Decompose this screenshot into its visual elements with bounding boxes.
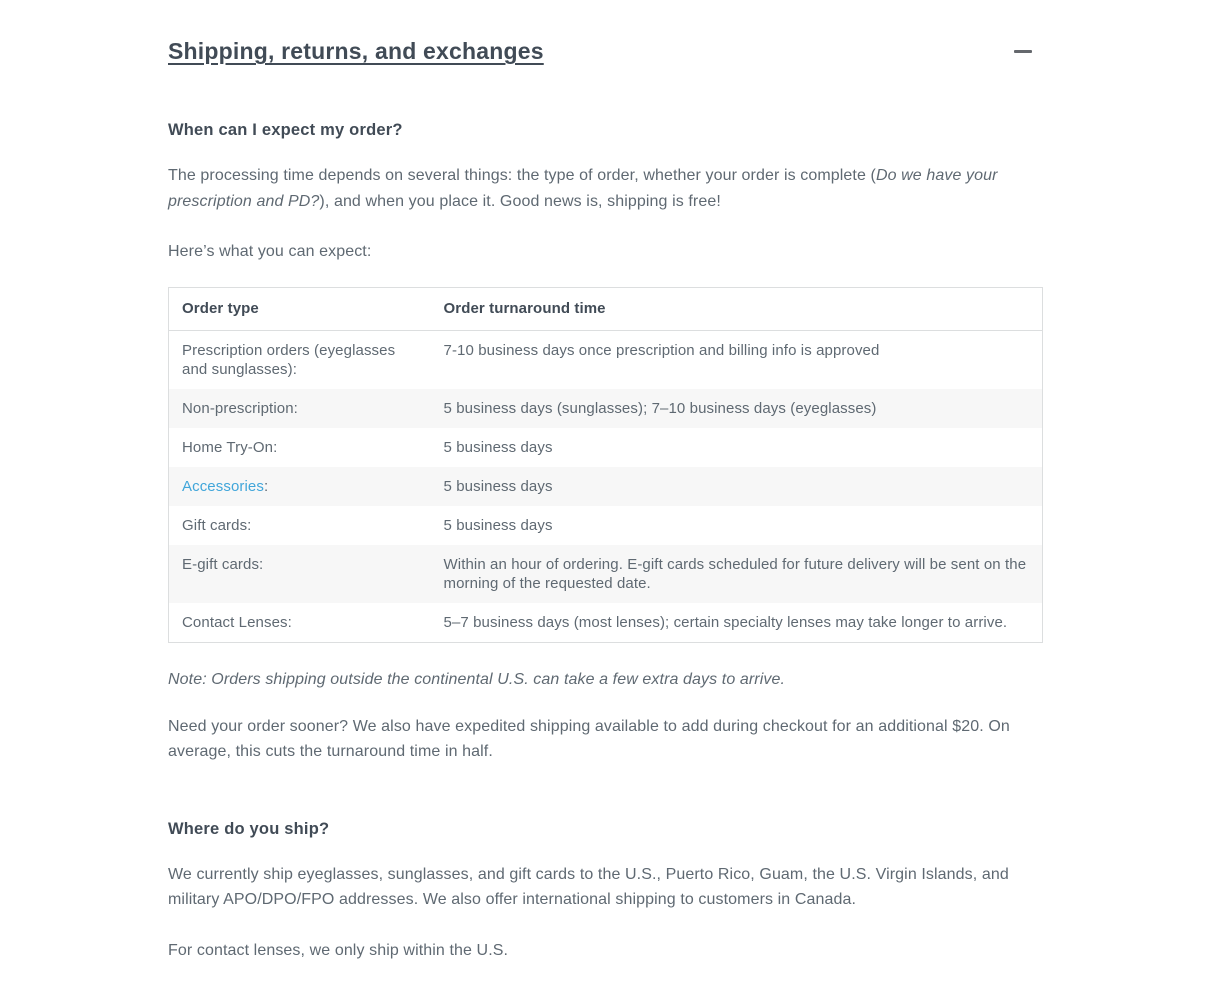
question-where-do-you-ship: Where do you ship?: [168, 819, 330, 838]
turnaround-cell: 5 business days (sunglasses); 7–10 business days (eyeglasses): [443, 399, 877, 417]
order-turnaround-table: [168, 287, 1043, 643]
paragraph-text-after: ), and when you place it. Good news is, shipping is free!: [319, 192, 721, 210]
turnaround-cell: 5 business days: [443, 516, 553, 534]
note-continental-us: Note: Orders shipping outside the continental U.S. can take a few extra days to arrive.: [168, 670, 786, 688]
table-row-gift-cards: [169, 506, 1043, 545]
table-row-non-prescription: [169, 389, 1043, 428]
prescription-pd-reference: Do we have your prescription and PD?: [168, 167, 998, 210]
accessories-link[interactable]: Accessories: [182, 477, 264, 495]
table-header-row: [169, 287, 1043, 330]
table-row-e-gift-cards: [169, 545, 1043, 603]
minus-icon: [1014, 50, 1032, 53]
paragraph-contacts-us-only: For contact lenses, we only ship within the U.S.: [168, 941, 509, 959]
paragraph-expedited-shipping: Need your order sooner? We also have expedited shipping available to add during checkout for an additional $20. On average, this cuts the turnaround time in half.: [168, 717, 1010, 760]
turnaround-cell: 5 business days: [443, 477, 553, 495]
faq-shipping-section: [168, 0, 1043, 963]
paragraph-processing-time: [168, 163, 1043, 214]
table-row-home-try-on: [169, 428, 1043, 467]
order-type-cell: Gift cards:: [182, 516, 252, 534]
accordion-title[interactable]: Shipping, returns, and exchanges: [168, 38, 544, 64]
colon-text: :: [263, 477, 269, 495]
column-header-order-type: Order type: [169, 287, 431, 330]
accordion-header[interactable]: [168, 37, 1043, 65]
order-type-cell: Contact Lenses:: [182, 613, 292, 631]
table-row-contact-lenses: [169, 603, 1043, 643]
turnaround-cell: Within an hour of ordering. E-gift cards scheduled for future delivery will be sent on the morning of the requested date.: [443, 555, 1027, 592]
order-type-cell: [169, 467, 431, 506]
table-row-accessories: [169, 467, 1043, 506]
turnaround-cell: 5–7 business days (most lenses); certain specialty lenses may take longer to arrive.: [443, 613, 1008, 631]
table-row-prescription: [169, 330, 1043, 389]
question-when-expect-order: When can I expect my order?: [168, 121, 403, 139]
order-type-cell: Prescription orders (eyeglasses and sunglasses):: [182, 341, 396, 378]
order-type-cell: E-gift cards:: [182, 555, 264, 573]
order-type-cell: Non-prescription:: [182, 399, 298, 417]
collapse-button[interactable]: [1014, 44, 1032, 59]
paragraph-ship-destinations: We currently ship eyeglasses, sunglasses, and gift cards to the U.S., Puerto Rico, Guam, the U.S. Virgin Islands, and military APO/DPO/FPO addresses. We also offer international shipping to customers in Canada.: [168, 865, 1009, 908]
turnaround-cell: 5 business days: [443, 438, 553, 456]
turnaround-cell: 7-10 business days once prescription and billing info is approved: [443, 341, 880, 359]
paragraph-expect-intro: Here’s what you can expect:: [168, 243, 372, 260]
column-header-turnaround-time: Order turnaround time: [431, 287, 1043, 330]
paragraph-text-before: The processing time depends on several things: the type of order, whether your order is complete (: [168, 167, 876, 184]
order-type-cell: Home Try-On:: [182, 438, 278, 456]
